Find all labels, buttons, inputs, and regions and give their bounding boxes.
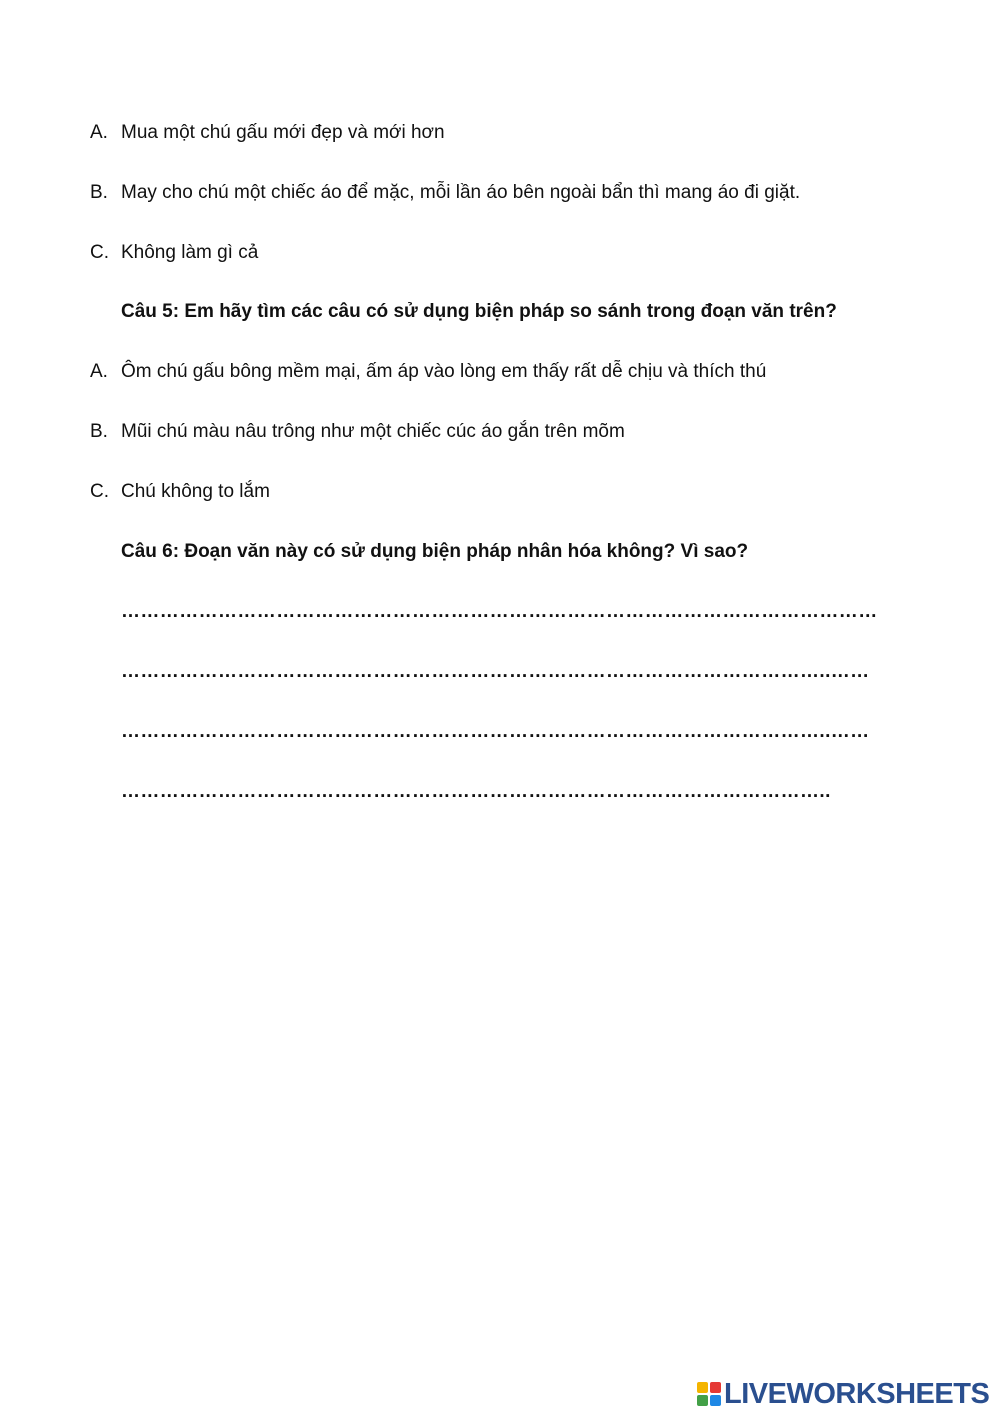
option-text: May cho chú một chiếc áo để mặc, mỗi lần áo bên ngoài bẩn thì mang áo đi giặt. — [121, 182, 801, 203]
logo-blocks-icon — [697, 1382, 721, 1406]
answer-line-2[interactable]: ………………………………………………………………………………………………..…… — [121, 661, 870, 682]
option-text: Chú không to lắm — [121, 481, 270, 502]
answer-line-1[interactable]: ……………………………………………………………………………………………………… — [121, 601, 878, 622]
logo-block — [710, 1395, 721, 1406]
liveworksheets-logo — [697, 1378, 989, 1410]
logo-block — [697, 1382, 708, 1393]
option-letter: A. — [90, 122, 108, 143]
answer-line-3[interactable]: ………………………………………………………………………………………………..…… — [121, 721, 870, 742]
option-text: Ôm chú gấu bông mềm mại, ấm áp vào lòng em thấy rất dễ chịu và thích thú — [121, 361, 767, 382]
question-5-heading: Câu 5: Em hãy tìm các câu có sử dụng biện pháp so sánh trong đoạn văn trên? — [121, 301, 837, 322]
option-letter: A. — [90, 361, 108, 382]
option-letter: B. — [90, 182, 108, 203]
option-letter: C. — [90, 481, 109, 502]
question-6-heading: Câu 6: Đoạn văn này có sử dụng biện pháp nhân hóa không? Vì sao? — [121, 541, 749, 562]
logo-text: LIVEWORKSHEETS — [724, 1377, 990, 1410]
option-text: Không làm gì cả — [121, 242, 259, 263]
option-text: Mua một chú gấu mới đẹp và mới hơn — [121, 122, 445, 143]
option-letter: B. — [90, 421, 108, 442]
answer-line-4[interactable]: ……………………………………………………………………………………………….. — [121, 781, 831, 802]
option-letter: C. — [90, 242, 109, 263]
logo-block — [710, 1382, 721, 1393]
logo-block — [697, 1395, 708, 1406]
option-text: Mũi chú màu nâu trông như một chiếc cúc áo gắn trên mõm — [121, 421, 625, 442]
